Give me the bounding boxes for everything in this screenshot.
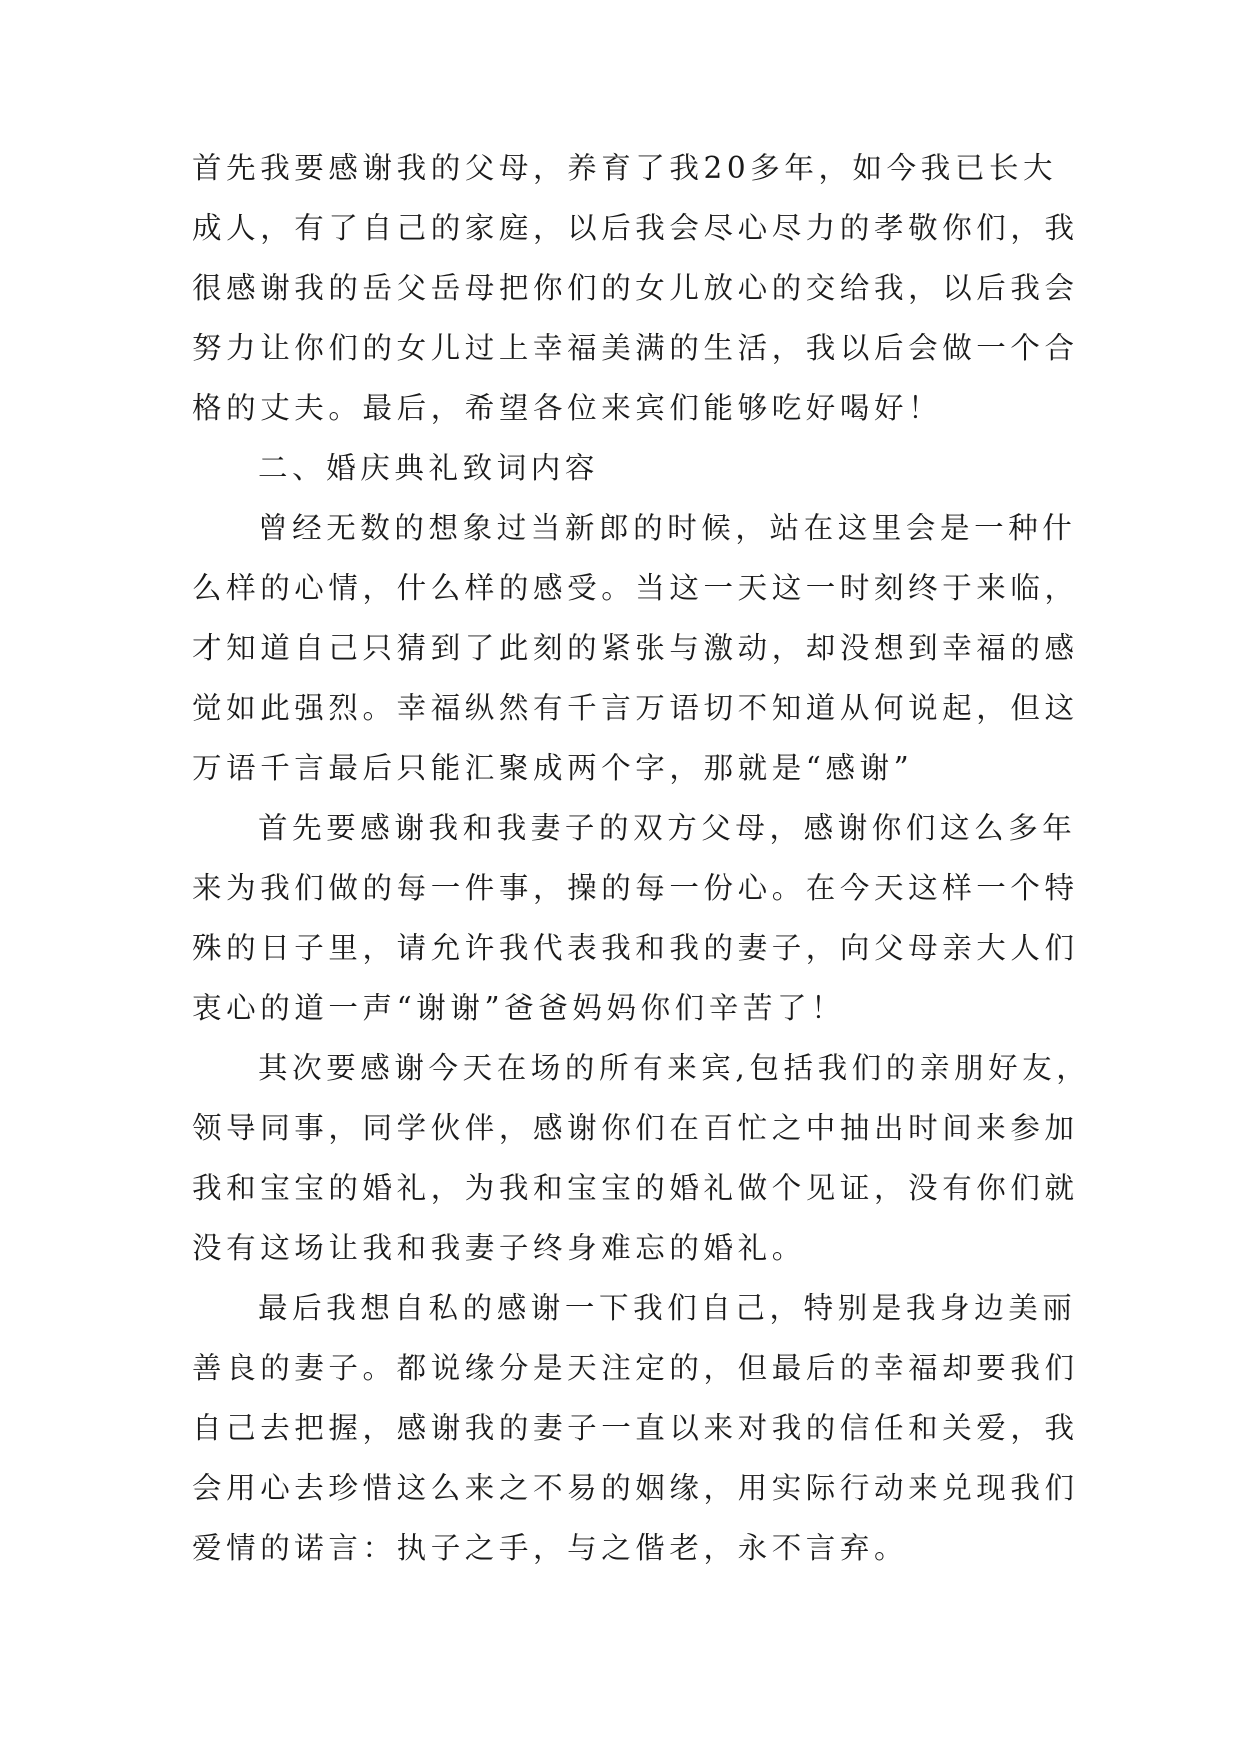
section-heading: 二、婚庆典礼致词内容: [258, 451, 600, 485]
paragraph-line: 努力让你们的女儿过上幸福美满的生活，我以后会做一个合: [192, 331, 1079, 365]
paragraph-line: 成人，有了自己的家庭，以后我会尽心尽力的孝敬你们，我: [192, 211, 1079, 245]
paragraph-line: 最后我想自私的感谢一下我们自己，特别是我身边美丽: [258, 1291, 1077, 1325]
paragraph-line: 觉如此强烈。幸福纵然有千言万语切不知道从何说起，但这: [192, 691, 1079, 725]
paragraph-line: 首先要感谢我和我妻子的双方父母，感谢你们这么多年: [258, 811, 1077, 845]
paragraph-line: 很感谢我的岳父岳母把你们的女儿放心的交给我，以后我会: [192, 271, 1079, 305]
paragraph-line: 曾经无数的想象过当新郎的时候，站在这里会是一种什: [258, 511, 1077, 545]
paragraph-line: 格的丈夫。最后，希望各位来宾们能够吃好喝好！: [192, 391, 943, 425]
paragraph-line: 来为我们做的每一件事，操的每一份心。在今天这样一个特: [192, 871, 1079, 905]
paragraph-line: 爱情的诺言：执子之手，与之偕老，永不言弃。: [192, 1531, 909, 1565]
paragraph-line: 么样的心情，什么样的感受。当这一天这一时刻终于来临，: [192, 571, 1079, 605]
paragraph-line: 没有这场让我和我妻子终身难忘的婚礼。: [192, 1231, 806, 1265]
paragraph-line: 领导同事，同学伙伴，感谢你们在百忙之中抽出时间来参加: [192, 1111, 1079, 1145]
paragraph-line: 会用心去珍惜这么来之不易的姻缘，用实际行动来兑现我们: [192, 1471, 1079, 1505]
paragraph-line: 其次要感谢今天在场的所有来宾,包括我们的亲朋好友，: [258, 1051, 1091, 1085]
paragraph-line: 首先我要感谢我的父母，养育了我20多年，如今我已长大: [192, 151, 1058, 185]
paragraph-line: 自己去把握，感谢我的妻子一直以来对我的信任和关爱，我: [192, 1411, 1079, 1445]
paragraph-line: 善良的妻子。都说缘分是天注定的，但最后的幸福却要我们: [192, 1351, 1079, 1385]
paragraph-line: 我和宝宝的婚礼，为我和宝宝的婚礼做个见证，没有你们就: [192, 1171, 1079, 1205]
document-body: [192, 138, 1091, 1578]
paragraph-line: 才知道自己只猜到了此刻的紧张与激动，却没想到幸福的感: [192, 631, 1079, 665]
paragraph-line: 衷心的道一声“谢谢”爸爸妈妈你们辛苦了！: [192, 991, 846, 1025]
paragraph-line: 殊的日子里，请允许我代表我和我的妻子，向父母亲大人们: [192, 931, 1079, 965]
paragraph-line: 万语千言最后只能汇聚成两个字，那就是“感谢”: [192, 751, 914, 785]
